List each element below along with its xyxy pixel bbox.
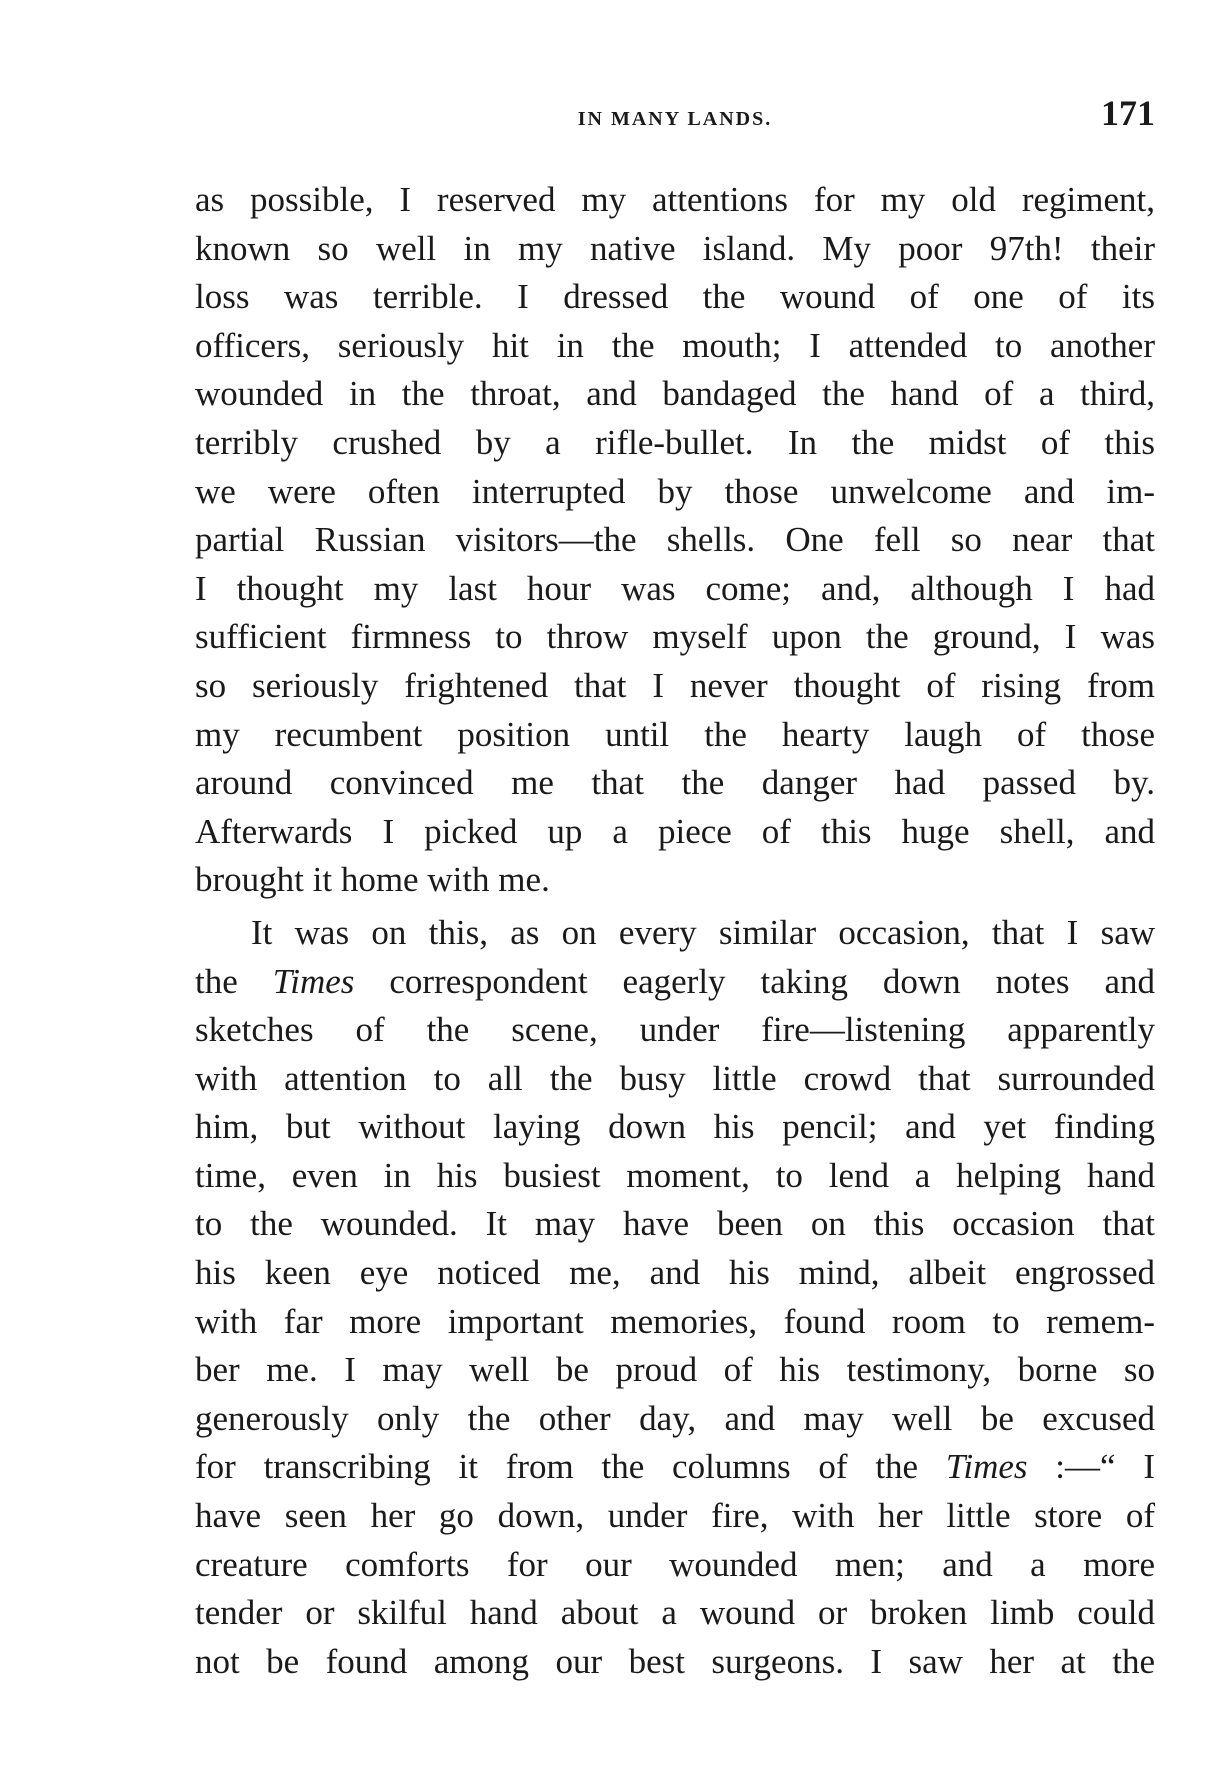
text-line: my recumbent position until the hearty laugh of those [195,714,1155,754]
text-run: the [195,961,273,1001]
text-line: sketches of the scene, under fire—listening apparently [195,1010,1155,1050]
text-line: around convinced me that the danger had passed by. [195,763,1155,803]
italic-title: Times [945,1447,1028,1487]
paragraph-1 [195,176,1155,905]
text-line: I thought my last hour was come; and, although I had [195,568,1155,608]
text-line: creature comforts for our wounded men; and a more [195,1544,1155,1584]
page-number: 171 [1101,93,1155,133]
text-line: him, but without laying down his pencil; and yet finding [195,1107,1155,1147]
text-line: so seriously frightened that I never thought of rising from [195,665,1155,705]
text-line: known so well in my native island. My poor 97th! their [195,228,1155,268]
text-line: with far more important memories, found room to remem- [195,1301,1155,1341]
text-line: officers, seriously hit in the mouth; I attended to another [195,325,1155,365]
text-line: we were often interrupted by those unwelcome and im- [195,471,1155,511]
running-head: IN MANY LANDS. [577,108,773,130]
text-line: not be found among our best surgeons. I saw her at the [195,1641,1155,1681]
text-line: sufficient firmness to throw myself upon the ground, I was [195,617,1155,657]
text-line: ber me. I may well be proud of his testimony, borne so [195,1350,1155,1390]
text-line: generously only the other day, and may well be excused [195,1398,1155,1438]
text-run: correspondent eagerly taking down notes and [354,961,1155,1001]
text-line: loss was terrible. I dressed the wound of one of its [195,277,1155,317]
italic-title: Times [272,961,355,1001]
text-line: wounded in the throat, and bandaged the hand of a third, [195,374,1155,414]
text-line: partial Russian visitors—the shells. One fell so near that [195,520,1155,560]
text-line: Afterwards I picked up a piece of this huge shell, and [195,811,1155,851]
text-line: time, even in his busiest moment, to lend a helping hand [195,1155,1155,1195]
text-line: It was on this, as on every similar occasion, that I saw [251,912,1155,952]
text-line [195,958,1155,1007]
text-run: for transcribing it from the columns of the [195,1447,946,1487]
text-line: his keen eye noticed me, and his mind, albeit engrossed [195,1253,1155,1293]
text-line: brought it home with me. [195,860,550,900]
paragraph-2 [195,909,1155,1687]
text-line [195,1443,1155,1492]
text-line: terribly crushed by a rifle-bullet. In the midst of this [195,422,1155,462]
text-run: :—“ I [1027,1447,1155,1487]
page-header [195,92,1155,138]
text-line: as possible, I reserved my attentions for my old regiment, [195,180,1155,219]
text-line: with attention to all the busy little crowd that surrounded [195,1058,1155,1098]
text-line: tender or skilful hand about a wound or broken limb could [195,1593,1155,1633]
text-line: to the wounded. It may have been on this occasion that [195,1204,1155,1244]
body-text [195,176,1155,1686]
text-line: have seen her go down, under fire, with her little store of [195,1496,1155,1536]
